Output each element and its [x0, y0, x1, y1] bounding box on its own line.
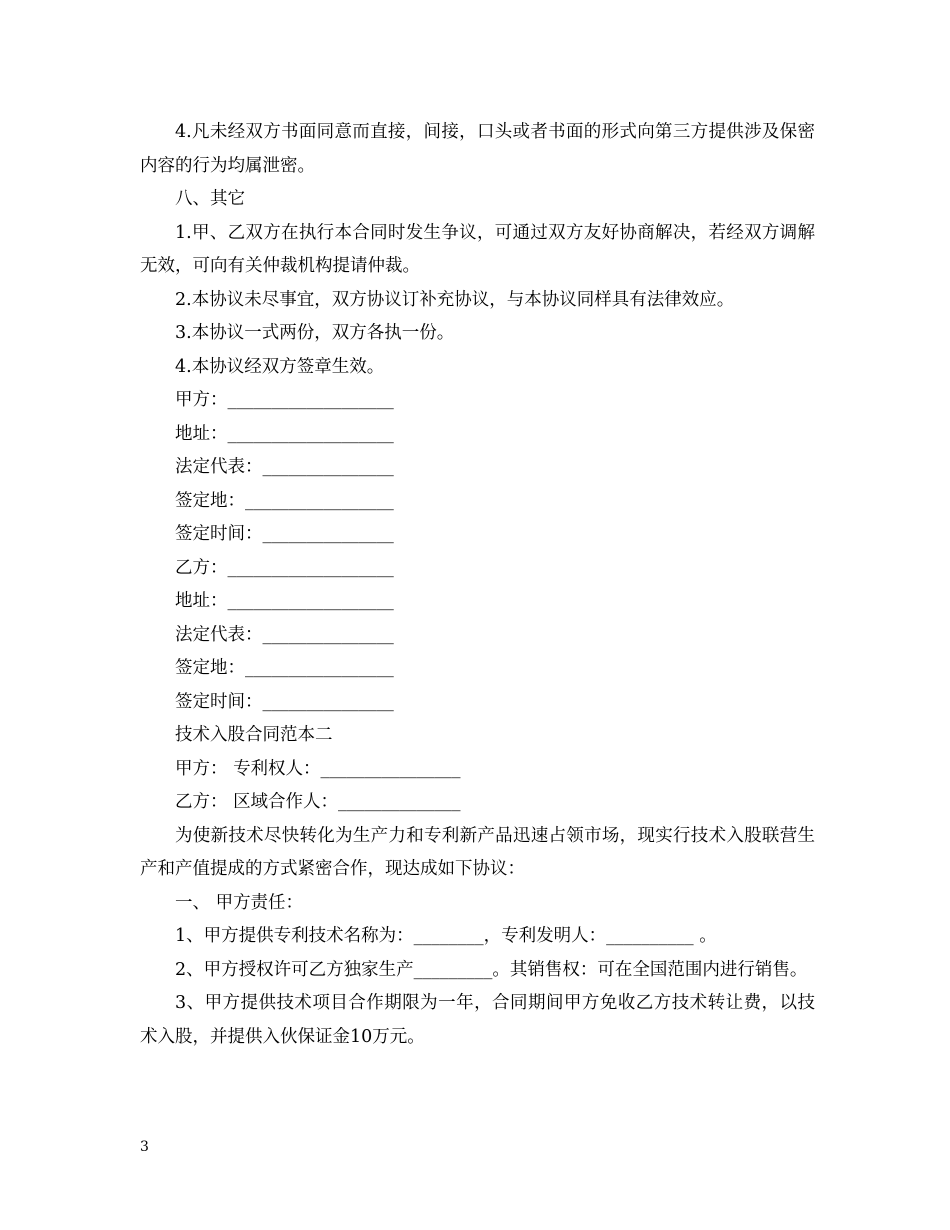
- signature-place-a: 签定地：_________________: [175, 490, 394, 511]
- paragraph-other-clause-2: 2.本协议未尽事宜，双方协议订补充协议，与本协议同样具有法律效应。: [175, 289, 735, 310]
- paragraph-confidentiality-clause-4: 4.凡未经双方书面同意而直接，间接，口头或者书面的形式向第三方提供涉及保密内容的行为均属泄密。: [140, 122, 815, 176]
- document-body: [140, 116, 815, 1054]
- signature-legal-rep-a: 法定代表：_______________: [175, 457, 394, 477]
- paragraph-other-clause-3: 3.本协议一式两份，双方各执一份。: [175, 323, 455, 343]
- signature-legal-rep-b: 法定代表：_______________: [175, 624, 394, 645]
- signature-address-b: 地址：___________________: [175, 591, 394, 611]
- section-heading-party-a-duties: 一、 甲方责任：: [175, 892, 304, 913]
- paragraph-preamble: 为使新技术尽快转化为生产力和专利新产品迅速占领市场，现实行技术入股联营生产和产值提成的方式紧密合作，现达成如下协议：: [140, 825, 815, 879]
- paragraph-duty-3: 3、甲方提供技术项目合作期限为一年，合同期间甲方免收乙方技术转让费，以技术入股，并提供入伙保证金10万元。: [140, 993, 815, 1047]
- paragraph-other-clause-1: 1.甲、乙双方在执行本合同时发生争议，可通过双方友好协商解决，若经双方调解无效，可向有关仲裁机构提请仲裁。: [140, 222, 815, 276]
- section-title-template-two: 技术入股合同范本二: [175, 725, 333, 745]
- signature-party-a: 甲方：___________________: [175, 390, 394, 410]
- paragraph-duty-2: 2、甲方授权许可乙方独家生产_________。其销售权：可在全国范围内进行销售。: [175, 959, 808, 980]
- signature-date-b: 签定时间：_______________: [175, 691, 394, 712]
- signature-party-b: 乙方：___________________: [175, 557, 394, 578]
- signature-address-a: 地址：___________________: [175, 423, 394, 444]
- signature-date-a: 签定时间：_______________: [175, 524, 394, 544]
- section-heading-other: 八、其它: [175, 189, 245, 209]
- paragraph-other-clause-4: 4.本协议经双方签章生效。: [175, 356, 385, 377]
- party-b-regional-partner: 乙方： 区域合作人：______________: [175, 792, 461, 812]
- signature-place-b: 签定地：_________________: [175, 658, 394, 678]
- paragraph-duty-1: 1、甲方提供专利技术名称为：________，专利发明人：__________ 。: [175, 926, 717, 946]
- page-number: 3: [140, 1139, 149, 1155]
- party-a-patent-holder: 甲方： 专利权人：________________: [175, 758, 461, 779]
